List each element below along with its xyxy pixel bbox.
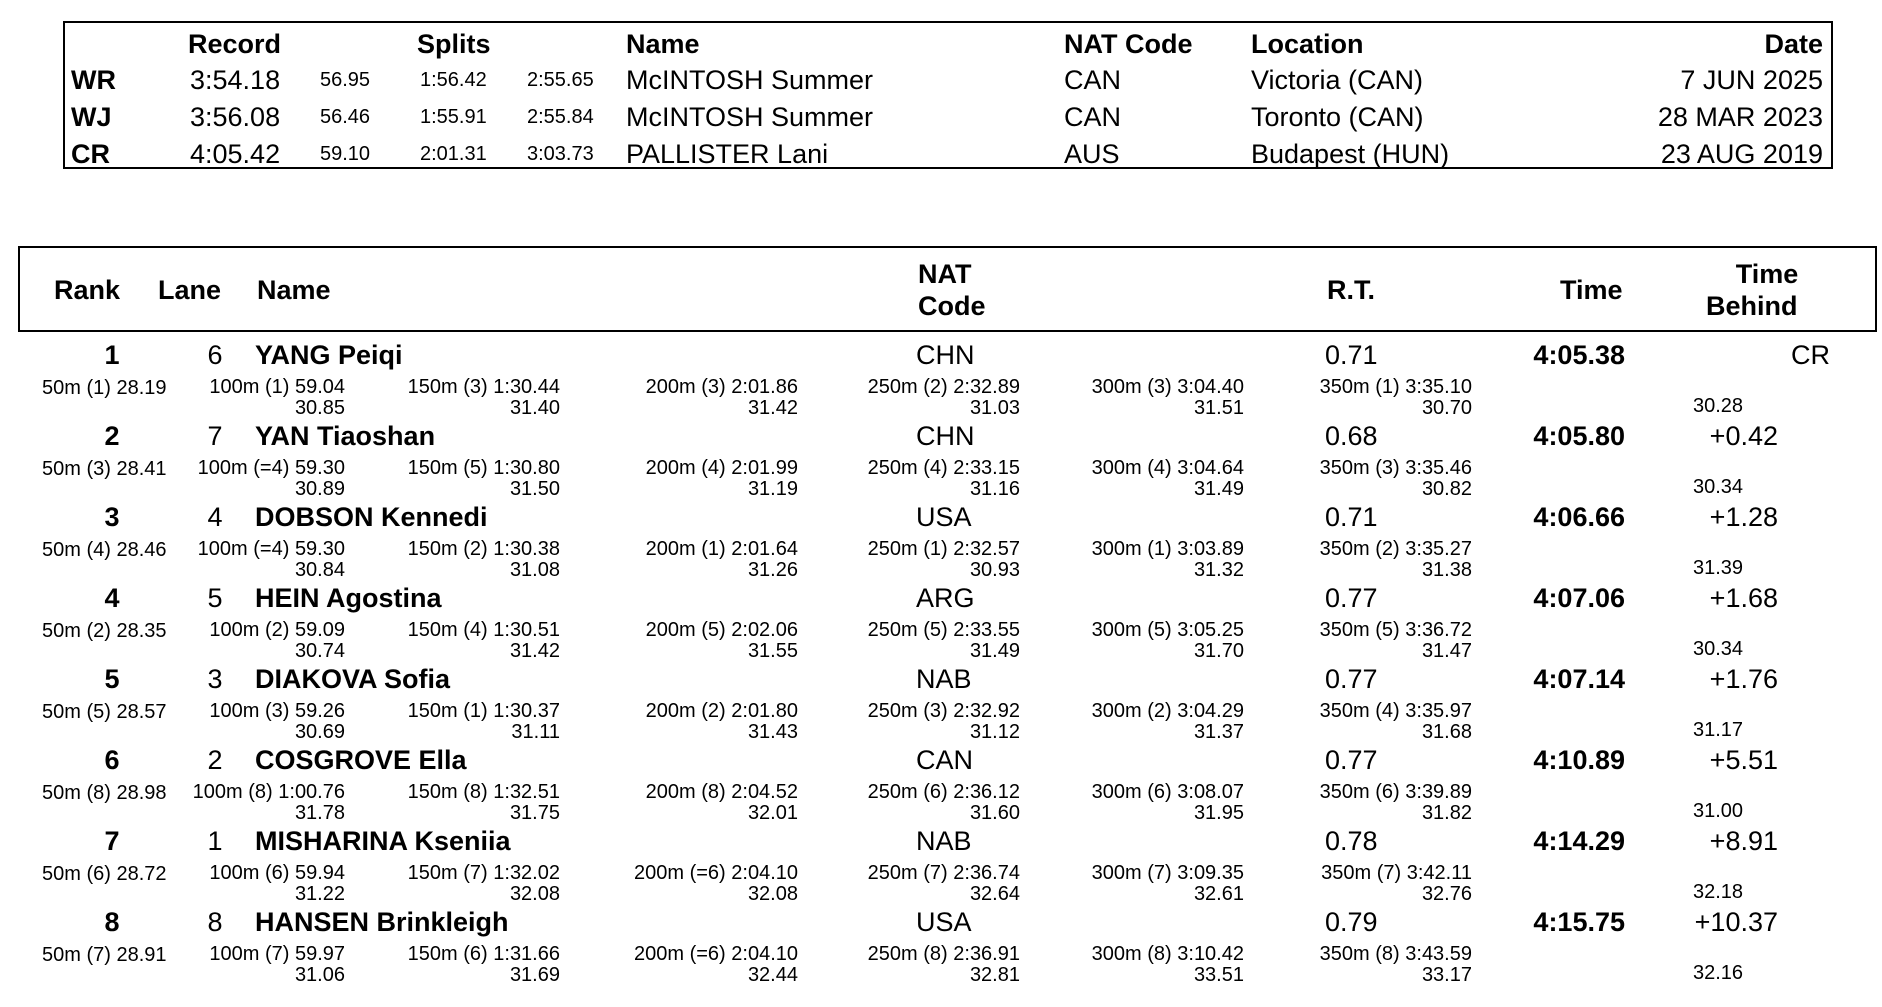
split-lap: 31.50 [509,478,560,500]
split-cumulative: 250m (5) 2:33.55 [867,619,1020,641]
record-location: Budapest (HUN) [1251,139,1450,169]
results-header [18,246,1877,332]
split-lap: 33.17 [1421,964,1472,986]
time-behind: +8.91 [1709,826,1778,856]
split-cumulative: 100m (1) 59.04 [209,376,345,398]
split-final-lap: 30.28 [1693,395,1744,417]
split-lap: 31.16 [969,478,1020,500]
record-date: 23 AUG 2019 [1660,139,1823,169]
split-lap: 33.51 [1193,964,1244,986]
split-cumulative: 100m (7) 59.97 [209,943,345,965]
record-nat-code: AUS [1064,139,1120,169]
split-cell [598,944,798,986]
reaction-time: 0.77 [1325,745,1378,775]
split-cumulative: 150m (5) 1:30.80 [407,457,560,479]
split-lap: 31.95 [1193,802,1244,824]
record-time: 3:54.18 [190,65,281,95]
split-50m: 50m (5) 28.57 [42,701,167,723]
time-behind: +1.68 [1709,583,1778,613]
split-cell [598,539,798,581]
split-cell [1044,458,1244,500]
record-location: Toronto (CAN) [1251,102,1424,132]
split-lap: 31.42 [747,397,798,419]
athlete-nat-code: CAN [916,745,974,775]
record-split: 2:55.65 [527,69,594,91]
split-cumulative: 200m (=6) 2:04.10 [634,943,798,965]
split-cumulative: 300m (5) 3:05.25 [1091,619,1244,641]
time-behind: +1.28 [1709,502,1778,532]
final-time: 4:07.14 [1533,664,1625,694]
split-50m: 50m (8) 28.98 [42,782,167,804]
split-cumulative: 350m (5) 3:36.72 [1319,619,1472,641]
split-final-lap: 32.16 [1693,962,1744,984]
split-cell [145,377,345,419]
split-lap: 30.74 [294,640,345,662]
split-cell [145,539,345,581]
athlete-name: DIAKOVA Sofia [255,664,451,694]
split-cell [1272,458,1472,500]
athlete-lane: 3 [207,664,223,694]
final-time: 4:15.75 [1533,907,1625,937]
split-cumulative: 150m (7) 1:32.02 [407,862,560,884]
split-cell [1044,539,1244,581]
split-cell [360,620,560,662]
split-lap: 32.01 [747,802,798,824]
split-lap: 31.11 [511,721,560,743]
split-cell [820,458,1020,500]
athlete-lane: 6 [207,340,223,370]
final-time: 4:05.80 [1533,421,1625,451]
reaction-time: 0.71 [1325,340,1378,370]
split-cumulative: 250m (8) 2:36.91 [867,943,1020,965]
split-lap: 31.69 [509,964,560,986]
record-location: Victoria (CAN) [1251,65,1424,95]
athlete-rank: 3 [104,502,120,532]
athlete-row [0,334,1882,419]
split-cumulative: 200m (3) 2:01.86 [645,376,798,398]
record-holder-name: McINTOSH Summer [626,102,874,132]
split-cell [1272,863,1472,905]
split-cell [1272,539,1472,581]
split-final-lap: 31.39 [1693,557,1744,579]
split-lap: 31.47 [1421,640,1472,662]
split-cumulative: 200m (=6) 2:04.10 [634,862,798,884]
split-lap: 31.82 [1421,802,1472,824]
athlete-lane: 7 [207,421,223,451]
split-cumulative: 200m (2) 2:01.80 [645,700,798,722]
athlete-nat-code: CHN [916,421,975,451]
split-lap: 32.61 [1193,883,1244,905]
record-badge: CR [1791,340,1830,370]
records-header-record: Record [188,29,282,59]
split-cumulative: 300m (3) 3:04.40 [1091,376,1244,398]
record-time: 3:56.08 [190,102,281,132]
record-nat-code: CAN [1064,65,1122,95]
split-cumulative: 200m (5) 2:02.06 [645,619,798,641]
split-cumulative: 250m (6) 2:36.12 [867,781,1020,803]
split-lap: 32.76 [1421,883,1472,905]
athlete-lane: 1 [207,826,223,856]
split-cumulative: 150m (2) 1:30.38 [407,538,560,560]
split-cumulative: 200m (4) 2:01.99 [645,457,798,479]
split-final-lap: 30.34 [1693,476,1744,498]
split-cumulative: 150m (3) 1:30.44 [407,376,560,398]
record-row [65,62,1831,99]
split-lap: 31.43 [747,721,798,743]
split-lap: 31.26 [747,559,798,581]
reaction-time: 0.78 [1325,826,1378,856]
reaction-time: 0.77 [1325,583,1378,613]
time-behind: +0.42 [1709,421,1778,451]
split-cumulative: 100m (2) 59.09 [209,619,345,641]
split-cell [598,782,798,824]
split-cell [360,944,560,986]
athlete-name: MISHARINA Kseniia [255,826,511,856]
split-lap: 31.42 [509,640,560,662]
split-lap: 31.68 [1421,721,1472,743]
split-lap: 31.38 [1421,559,1472,581]
split-cumulative: 100m (3) 59.26 [209,700,345,722]
split-lap: 32.64 [969,883,1020,905]
record-row [65,99,1831,136]
split-cell [1044,701,1244,743]
split-cumulative: 300m (6) 3:08.07 [1091,781,1244,803]
split-lap: 30.85 [294,397,345,419]
record-split: 2:01.31 [420,143,487,165]
athlete-name: YANG Peiqi [255,340,403,370]
record-split: 1:56.42 [420,69,487,91]
athlete-rank: 2 [104,421,120,451]
split-lap: 31.19 [747,478,798,500]
split-lap: 31.49 [1193,478,1244,500]
split-cell [360,539,560,581]
split-lap: 31.40 [509,397,560,419]
athlete-name: DOBSON Kennedi [255,502,488,532]
split-cell [145,701,345,743]
split-lap: 31.75 [509,802,560,824]
split-lap: 30.70 [1421,397,1472,419]
split-cell [1272,701,1472,743]
athlete-row [0,901,1882,986]
athlete-row [0,577,1882,662]
header-behind-line2: Behind [1706,291,1798,321]
reaction-time: 0.71 [1325,502,1378,532]
athlete-name: HEIN Agostina [255,583,442,613]
header-rank: Rank [54,275,121,305]
split-cumulative: 200m (1) 2:01.64 [645,538,798,560]
split-lap: 32.08 [509,883,560,905]
athlete-row [0,739,1882,824]
record-split: 3:03.73 [527,143,594,165]
records-header-date: Date [1764,29,1823,59]
split-lap: 31.32 [1193,559,1244,581]
reaction-time: 0.79 [1325,907,1378,937]
split-lap: 31.06 [294,964,345,986]
record-split: 2:55.84 [527,106,594,128]
split-cell [1044,863,1244,905]
split-cell [820,944,1020,986]
split-lap: 31.08 [509,559,560,581]
split-cell [598,377,798,419]
split-lap: 30.93 [969,559,1020,581]
split-cumulative: 150m (8) 1:32.51 [407,781,560,803]
split-cumulative: 300m (1) 3:03.89 [1091,538,1244,560]
split-lap: 31.60 [969,802,1020,824]
split-final-lap: 32.18 [1693,881,1744,903]
split-cumulative: 250m (1) 2:32.57 [867,538,1020,560]
split-cell [145,620,345,662]
split-cumulative: 350m (6) 3:39.89 [1319,781,1472,803]
split-cumulative: 100m (=4) 59.30 [197,457,345,479]
split-cell [820,863,1020,905]
split-cumulative: 350m (2) 3:35.27 [1319,538,1472,560]
split-cumulative: 250m (2) 2:32.89 [867,376,1020,398]
record-type: WJ [71,102,112,132]
split-lap: 31.49 [969,640,1020,662]
split-cumulative: 350m (8) 3:43.59 [1319,943,1472,965]
record-split: 56.95 [320,69,371,91]
split-lap: 31.03 [969,397,1020,419]
split-cell [598,863,798,905]
split-cell [145,458,345,500]
split-cell [1044,782,1244,824]
athlete-nat-code: CHN [916,340,975,370]
split-cumulative: 100m (8) 1:00.76 [192,781,345,803]
split-cell [598,701,798,743]
record-type: CR [71,139,110,169]
athlete-row [0,415,1882,500]
split-cell [360,458,560,500]
record-split: 59.10 [320,143,371,165]
record-row [65,136,1831,173]
split-cell [1044,377,1244,419]
record-holder-name: PALLISTER Lani [626,139,829,169]
split-lap: 32.44 [747,964,798,986]
record-date: 28 MAR 2023 [1657,102,1823,132]
split-cell [820,620,1020,662]
header-time: Time [1560,275,1623,305]
athlete-rank: 1 [104,340,120,370]
athlete-rank: 6 [104,745,120,775]
split-cumulative: 150m (6) 1:31.66 [407,943,560,965]
split-cell [820,539,1020,581]
athlete-name: COSGROVE Ella [255,745,467,775]
athlete-rank: 7 [104,826,120,856]
split-cell [145,782,345,824]
header-behind-line1: Time [1735,259,1799,289]
athlete-row [0,496,1882,581]
athlete-lane: 8 [207,907,223,937]
split-lap: 31.55 [747,640,798,662]
athlete-nat-code: NAB [916,826,972,856]
split-lap: 30.82 [1421,478,1472,500]
reaction-time: 0.68 [1325,421,1378,451]
split-cell [145,863,345,905]
header-nat-line1: NAT [918,259,972,289]
split-lap: 31.37 [1193,721,1244,743]
split-50m: 50m (6) 28.72 [42,863,167,885]
split-cumulative: 300m (8) 3:10.42 [1091,943,1244,965]
final-time: 4:10.89 [1533,745,1625,775]
record-split: 1:55.91 [420,106,487,128]
split-cumulative: 100m (=4) 59.30 [197,538,345,560]
final-time: 4:05.38 [1533,340,1625,370]
split-lap: 31.22 [294,883,345,905]
split-cell [360,782,560,824]
split-50m: 50m (4) 28.46 [42,539,167,561]
split-cumulative: 350m (4) 3:35.97 [1319,700,1472,722]
split-cumulative: 350m (3) 3:35.46 [1319,457,1472,479]
header-lane: Lane [158,275,222,305]
athlete-lane: 4 [207,502,223,532]
split-cumulative: 250m (4) 2:33.15 [867,457,1020,479]
record-split: 56.46 [320,106,371,128]
time-behind: +1.76 [1709,664,1778,694]
split-cell [360,863,560,905]
athlete-rank: 4 [104,583,120,613]
split-cumulative: 100m (6) 59.94 [209,862,345,884]
header-nat-line2: Code [918,291,986,321]
final-time: 4:07.06 [1533,583,1625,613]
time-behind: +10.37 [1694,907,1778,937]
split-cell [598,458,798,500]
split-lap: 31.12 [969,721,1020,743]
records-header-location: Location [1251,29,1364,59]
split-cumulative: 150m (4) 1:30.51 [407,619,560,641]
split-cell [820,377,1020,419]
athlete-rank: 5 [104,664,120,694]
split-final-lap: 31.17 [1693,719,1744,741]
athlete-nat-code: USA [916,502,972,532]
split-final-lap: 31.00 [1693,800,1744,822]
reaction-time: 0.77 [1325,664,1378,694]
athlete-row [0,820,1882,905]
split-cell [1272,944,1472,986]
record-type: WR [71,65,116,95]
header-name: Name [257,275,331,305]
athlete-name: YAN Tiaoshan [255,421,436,451]
split-cell [360,701,560,743]
records-header-splits: Splits [417,29,491,59]
split-cell [820,701,1020,743]
split-cell [1044,944,1244,986]
athlete-nat-code: USA [916,907,972,937]
split-50m: 50m (2) 28.35 [42,620,167,642]
record-holder-name: McINTOSH Summer [626,65,874,95]
records-table [63,21,1833,169]
split-cumulative: 350m (1) 3:35.10 [1319,376,1472,398]
athlete-row [0,658,1882,743]
split-lap: 31.78 [294,802,345,824]
split-50m: 50m (1) 28.19 [42,377,167,399]
athlete-name: HANSEN Brinkleigh [255,907,509,937]
split-cell [1272,377,1472,419]
split-lap: 32.81 [969,964,1020,986]
split-cumulative: 350m (7) 3:42.11 [1321,862,1472,884]
records-header-nat: NAT Code [1064,29,1193,59]
athlete-nat-code: NAB [916,664,972,694]
split-cumulative: 250m (3) 2:32.92 [867,700,1020,722]
split-cumulative: 300m (4) 3:04.64 [1091,457,1244,479]
split-cell [598,620,798,662]
split-cell [360,377,560,419]
split-cumulative: 200m (8) 2:04.52 [645,781,798,803]
split-cell [1272,782,1472,824]
record-time: 4:05.42 [190,139,281,169]
split-50m: 50m (3) 28.41 [42,458,167,480]
split-lap: 30.84 [294,559,345,581]
split-cell [1272,620,1472,662]
split-cell [1044,620,1244,662]
split-50m: 50m (7) 28.91 [42,944,167,966]
split-cell [145,944,345,986]
records-header-name: Name [626,29,700,59]
split-cumulative: 300m (2) 3:04.29 [1091,700,1244,722]
split-lap: 31.70 [1193,640,1244,662]
split-lap: 30.69 [294,721,345,743]
split-lap: 32.08 [747,883,798,905]
time-behind: +5.51 [1709,745,1778,775]
split-lap: 31.51 [1193,397,1244,419]
final-time: 4:06.66 [1533,502,1625,532]
split-cell [820,782,1020,824]
final-time: 4:14.29 [1533,826,1625,856]
athlete-lane: 2 [207,745,223,775]
athlete-lane: 5 [207,583,223,613]
athlete-nat-code: ARG [916,583,975,613]
split-cumulative: 300m (7) 3:09.35 [1091,862,1244,884]
header-rt: R.T. [1327,275,1376,305]
record-nat-code: CAN [1064,102,1122,132]
split-cumulative: 150m (1) 1:30.37 [407,700,560,722]
athlete-rank: 8 [104,907,120,937]
split-cumulative: 250m (7) 2:36.74 [867,862,1020,884]
record-date: 7 JUN 2025 [1680,65,1823,95]
split-final-lap: 30.34 [1693,638,1744,660]
split-lap: 30.89 [294,478,345,500]
